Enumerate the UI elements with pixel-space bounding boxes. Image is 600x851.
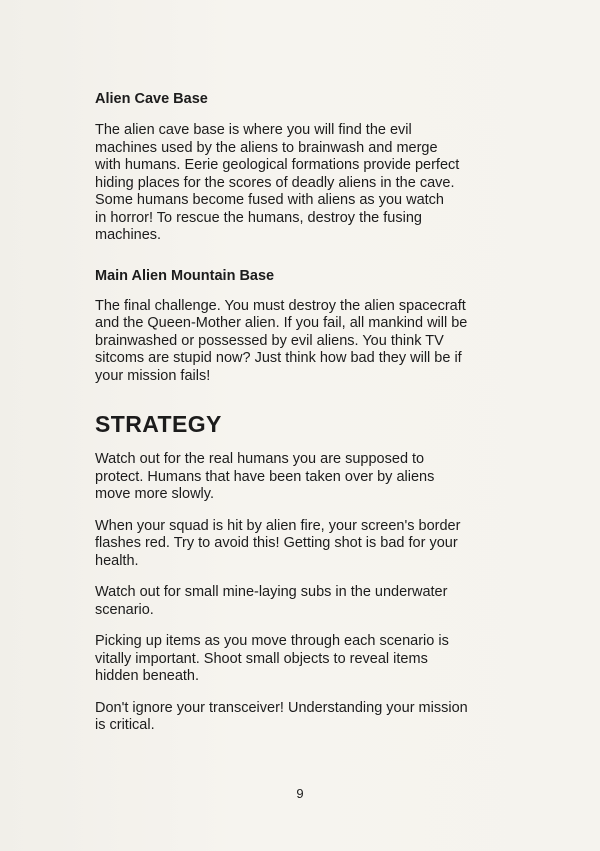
page-number: 9 bbox=[296, 786, 304, 801]
strategy-tip: Don't ignore your transceiver! Understanding your mission is critical. bbox=[95, 699, 468, 733]
strategy-tips bbox=[95, 451, 535, 735]
page-content bbox=[95, 90, 535, 749]
strategy-tip: Picking up items as you move through each scenario is vitally important. Shoot small objects to reveal items hidden beneath. bbox=[95, 633, 449, 684]
strategy-tip: Watch out for the real humans you are supposed to protect. Humans that have been taken over by aliens move more slowly. bbox=[95, 451, 435, 502]
strategy-heading: STRATEGY bbox=[95, 411, 222, 437]
section-title-main-alien-mountain-base: Main Alien Mountain Base bbox=[95, 267, 275, 284]
section-body-main-alien-mountain-base: The final challenge. You must destroy the alien spacecraft and the Queen-Mother alien. If you fail, all mankind will be brainwashed or possessed by evil aliens. You think TV sitcoms are stupid now? Just think how bad they will be if your mission fails! bbox=[95, 297, 468, 384]
strategy-tip: When your squad is hit by alien fire, your screen's border flashes red. Try to avoid this! Getting shot is bad for your health. bbox=[95, 517, 461, 569]
section-title-alien-cave-base: Alien Cave Base bbox=[95, 91, 208, 107]
section-body-alien-cave-base: The alien cave base is where you will find the evil machines used by the aliens to brainwash and merge with humans. Eerie geological formations provide perfect hiding places for the scores of deadly aliens in the cave. Some humans become fused with aliens as you watch in horror! To rescue the humans, destroy the fusing machines. bbox=[95, 122, 460, 243]
strategy-tip: Watch out for small mine-laying subs in the underwater scenario. bbox=[95, 584, 448, 618]
